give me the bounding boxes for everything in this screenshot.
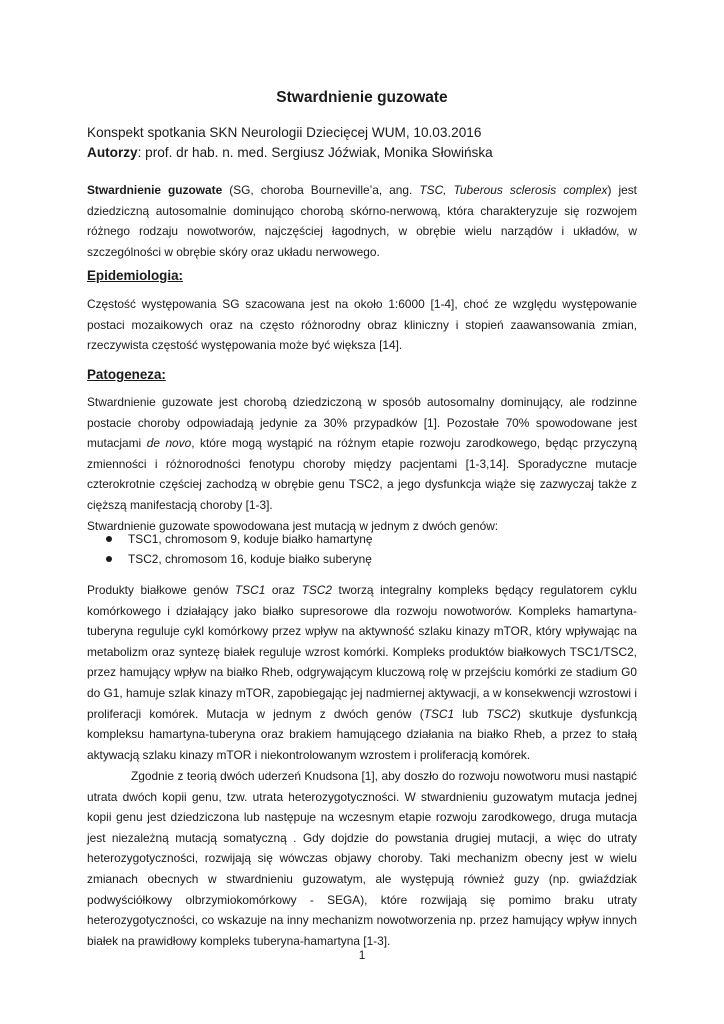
intro-abbr: TSC, Tuberous sclerosis complex (419, 183, 608, 197)
intro-paragraph (87, 180, 637, 262)
list-item-text: TSC2, chromosom 16, koduje białko suberynę (128, 552, 372, 566)
products-text-d: lub (454, 706, 487, 721)
epidemiology-heading: Epidemiologia: (87, 268, 183, 283)
epidemiology-paragraph: Częstość występowania SG szacowana jest na około 1:6000 [1-4], choć ze względu występowanie postaci mozaikowych oraz na często różnorodny obraz kliniczny i stopień zaawansowania zmian, rzeczywista częstość występowania może być większa [14]. (87, 297, 637, 353)
products-text-b: oraz (265, 583, 302, 597)
document-title: Stwardnienie guzowate (276, 89, 448, 106)
pathogenesis-text-1: Stwardnienie guzowate jest chorobą dziedziczoną w sposób autosomalny dominujący, ale rodzinne postacie choroby odpowiadają jedynie za 30% przypadków [1]. Pozostałe 70% spowodowane jest mutacjami (87, 395, 637, 451)
products-text-e: ) skutkuje dysfunkcją kompleksu hamartyna-tuberyna oraz brakiem hamującego działania na białko Rheb, a przez to stałą aktywacją szlaku kinazy mTOR i niekontrolowanym wzrostem i proliferacją komórek. (87, 706, 638, 762)
knudson-paragraph: Zgodnie z teorią dwóch uderzeń Knudsona [1], aby doszło do rozwoju nowotworu musi nastąpić utrata dwóch kopii genu, tzw. utrata heterozygotyczności. W stwardnieniu guzowatym mutacja jednej kopii genu jest dziedziczona lub następuje na wczesnym etapie rozwoju zarodkowego, druga mutacja jest niezależną mutacją somatyczną . Gdy dojdzie do powstania drugiej mutacji, a więc do utraty heterozygotyczności, rozwijają się wówczas objawy choroby. Taki mechanizm obecny jest w wielu zmianach obecnych w stwardnieniu guzowatym, ale występują również guzy (np. gwiaździak podwyściółkowy olbrzymiokomórkowy - SEGA), które rozwijają się pomimo braku utraty heterozygotyczności, co wskazuje na inny mechanizm nowotworzenia np. przez hamujący wpływ innych białek na prawidłowy kompleks tuberyna-hamartyna [1-3]. (87, 769, 637, 948)
authors-label: Autorzy (87, 145, 138, 160)
gene-tsc1: TSC1 (234, 583, 266, 597)
products-text-a: Produkty białkowe genów (87, 583, 235, 597)
bullet-icon (106, 536, 112, 542)
list-item (106, 549, 373, 569)
document-meta (87, 123, 493, 163)
products-text-c: tworzą integralny kompleks będący regulatorem cyklu komórkowego i działający jako białko supresorowe dla rozwoju nowotworów. Kompleks hamartyna-tuberyna reguluje cykl komórkowy przez wpływ na aktywność szlaku kinazy mTOR, który wpływając na metabolizm oraz syntezę białek reguluje wzrost komórki. Kompleks produktów białkowych TSC1/TSC2, przez hamujący wpływ na białko Rheb, odgrywającym kluczową rolę w przejściu komórki ze stadium G0 do G1, hamuje szlak kinazy mTOR, zapobiegając jej nadmiernej aktywacji, a w konsekwencji wzrostowi i proliferacji komórek. Mutacja w jednym z dwóch genów ( (87, 583, 637, 721)
genes-intro: Stwardnienie guzowate spowodowana jest mutacją w jednym z dwóch genów: (87, 518, 499, 533)
page-number: 1 (358, 948, 366, 962)
pathogenesis-heading: Patogeneza: (87, 367, 166, 382)
meeting-subtitle: Konspekt spotkania SKN Neurologii Dziecięcej WUM, 10.03.2016 (87, 125, 482, 140)
gene-tsc2: TSC2 (301, 583, 332, 597)
gene-list (106, 529, 373, 569)
gene-tsc2-2: TSC2 (486, 706, 517, 721)
pathogenesis-paragraph (87, 392, 637, 536)
protein-products-paragraph (87, 580, 637, 765)
intro-text-1: (SG, choroba Bourneville’a, ang. (222, 183, 420, 197)
intro-text-2: ) jest dziedziczną autosomalnie dominująco chorobą skórno-nerwową, która charakteryzuje się rozwojem różnego rodzaju nowotworów, najczęściej łagodnych, w obrębie wielu narządów i układów, w szczególności w obrębie skóry oraz układu nerwowego. (87, 183, 637, 259)
pathogenesis-de-novo: de novo (146, 436, 192, 451)
bullet-icon (106, 556, 112, 562)
authors-line (87, 143, 493, 163)
list-item (106, 529, 373, 549)
intro-term: Stwardnienie guzowate (87, 183, 223, 197)
authors-names: : prof. dr hab. n. med. Sergiusz Jóźwiak, Monika Słowińska (137, 145, 493, 160)
gene-tsc1-2: TSC1 (423, 706, 455, 721)
pathogenesis-text-2: , które mogą wystąpić na różnym etapie rozwoju zarodkowego, będąc przyczyną zmienności i różnorodności fenotypu choroby między pacjentami [1-3,14]. Sporadyczne mutacje czterokrotnie częściej zachodzą w obrębie genu TSC2, a jego dysfunkcja wiąże się zazwyczaj także z cięższą manifestacją choroby [1-3]. (87, 436, 637, 512)
list-item-text: TSC1, chromosom 9, koduje białko hamartynę (128, 532, 373, 546)
